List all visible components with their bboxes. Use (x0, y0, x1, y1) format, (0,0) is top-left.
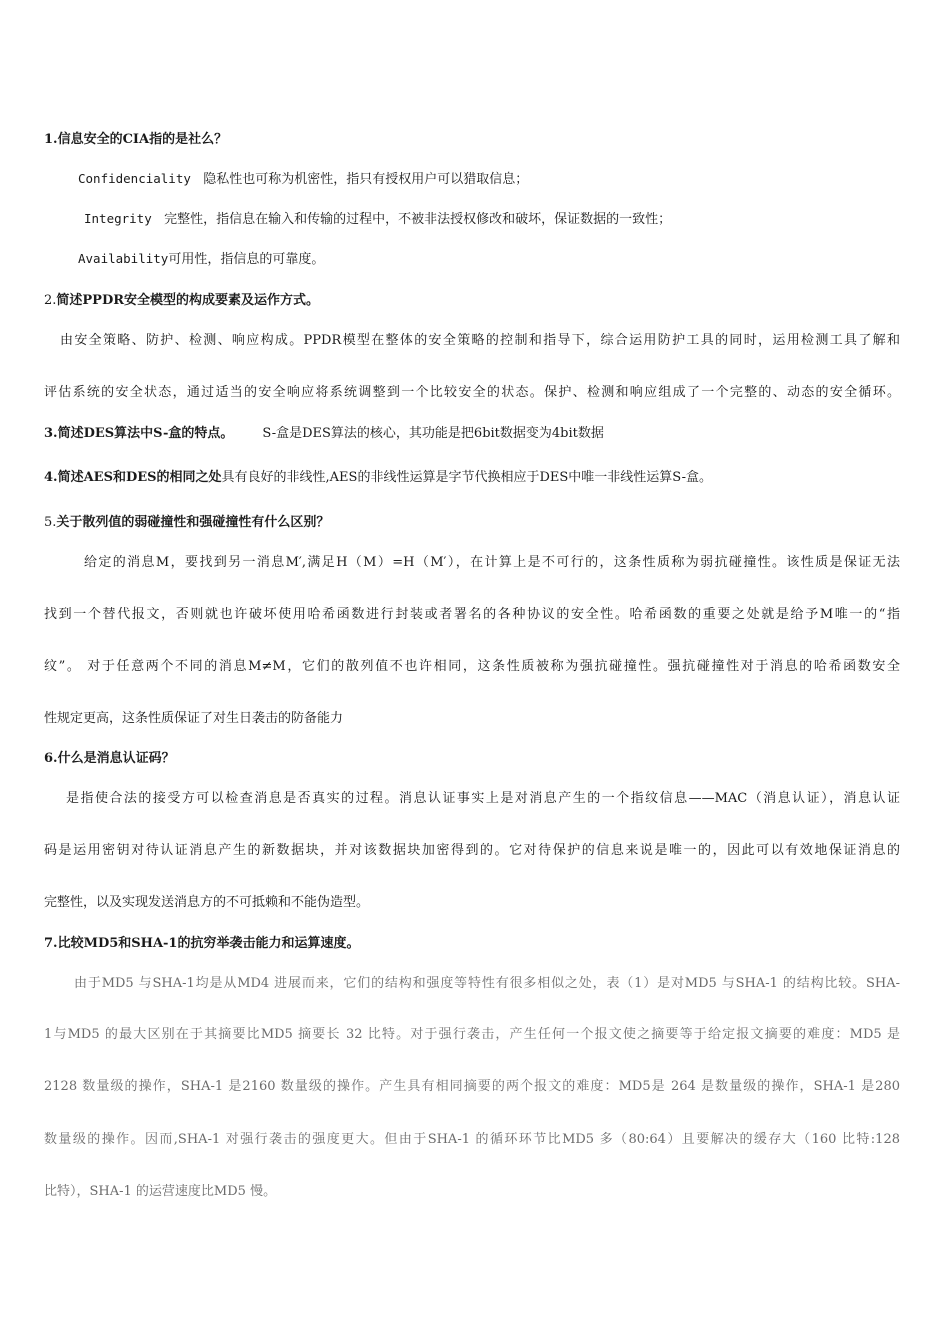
question-5-text: 关于散列值的弱碰撞性和强碰撞性有什么区别？ (56, 515, 330, 530)
question-1-title: 1.信息安全的CIA指的是社么？ (44, 132, 228, 147)
question-3-answer: S-盒是DES算法的核心，其功能是把6bit数据变为4bit数据 (262, 426, 604, 441)
q1-availability-line (78, 248, 324, 267)
q1-availability-desc: 可用性，指信息的可靠度。 (168, 252, 325, 267)
q5-answer-line-4: 性规定更高，这条性质保证了对生日袭击的防备能力 (44, 711, 344, 726)
q1-confidentiality-desc: 隐私性也可称为机密性，指只有授权用户可以猎取信息； (203, 172, 529, 187)
q1-availability-term: Availability (78, 251, 169, 266)
question-3-line (44, 422, 604, 441)
q5-answer-line-2: 找到一个替代报文，否则就也许破坏使用哈希函数进行封装或者署名的各种协议的安全性。哈希函数的重要之处就是给予M唯一的“指 (44, 607, 900, 622)
question-4-line (44, 466, 712, 485)
question-2-number: 2. (44, 293, 57, 308)
question-4-answer: 具有良好的非线性,AES的非线性运算是字节代换相应于DES中唯一非线性运算S-盒。 (221, 470, 713, 485)
q7-answer-line-5: 比特），SHA-1 的运营速度比MD5 慢。 (44, 1184, 277, 1199)
q1-confidentiality-term: Confidenciality (78, 171, 191, 186)
q7-answer-line-3: 2128 数量级的操作，SHA-1 是2160 数量级的操作。产生具有相同摘要的两个报文的难度：MD5是 264 是数量级的操作，SHA-1 是280 (44, 1079, 900, 1094)
q1-integrity-term: Integrity (84, 211, 152, 226)
question-2-title (44, 289, 319, 308)
q5-answer-line-3: 纹”。 对于任意两个不同的消息M≠M，它们的散列值不也许相同，这条性质被称为强抗碰撞性。强抗碰撞性对于消息的哈希函数安全 (44, 659, 900, 674)
question-5-title (44, 511, 329, 530)
q6-answer-line-2: 码是运用密钥对待认证消息产生的新数据块，并对该数据块加密得到的。它对待保护的信息来说是唯一的，因此可以有效地保证消息的 (44, 843, 900, 858)
q2-answer-line-1: 由安全策略、防护、检测、响应构成。PPDR模型在整体的安全策略的控制和指导下，综合运用防护工具的同时，运用检测工具了解和 (60, 333, 900, 348)
q1-confidentiality-line (78, 168, 528, 187)
q5-answer-line-1: 给定的消息M，要找到另一消息M′,满足H（M）=H（M′），在计算上是不可行的，这条性质称为弱抗碰撞性。该性质是保证无法 (84, 555, 900, 570)
q6-answer-line-1: 是指使合法的接受方可以检查消息是否真实的过程。消息认证事实上是对消息产生的一个指纹信息——MAC（消息认证），消息认证 (66, 791, 900, 806)
q7-answer-line-1: 由于MD5 与SHA-1均是从MD4 进展而来，它们的结构和强度等特性有很多相似之处，表（1）是对MD5 与SHA-1 的结构比较。SHA- (74, 976, 900, 991)
question-6-title: 6.什么是消息认证码？ (44, 751, 175, 766)
question-5-number: 5. (44, 515, 57, 530)
question-2-text: 简述PPDR安全模型的构成要素及运作方式。 (56, 293, 320, 308)
q7-answer-line-4: 数量级的操作。因而,SHA-1 对强行袭击的强度更大。但由于SHA-1 的循环环节比MD5 多（80:64）且要解决的缓存大（160 比特:128 (44, 1132, 900, 1147)
q1-integrity-line (84, 208, 671, 227)
question-7-title: 7.比较MD5和SHA-1的抗穷举袭击能力和运算速度。 (44, 936, 360, 951)
q6-answer-line-3: 完整性，以及实现发送消息方的不可抵赖和不能伪造型。 (44, 895, 370, 910)
question-3-title: 3.简述DES算法中S-盒的特点。 (44, 426, 234, 441)
q1-integrity-desc: 完整性，指信息在输入和传输的过程中，不被非法授权修改和破坏，保证数据的一致性； (164, 212, 672, 227)
question-4-title: 4.简述AES和DES的相同之处 (44, 470, 222, 485)
q2-answer-line-2: 评估系统的安全状态，通过适当的安全响应将系统调整到一个比较安全的状态。保护、检测和响应组成了一个完整的、动态的安全循环。 (44, 385, 900, 400)
q7-answer-line-2: 1与MD5 的最大区别在于其摘要比MD5 摘要长 32 比特。对于强行袭击，产生任何一个报文使之摘要等于给定报文摘要的难度：MD5 是 (44, 1027, 900, 1042)
